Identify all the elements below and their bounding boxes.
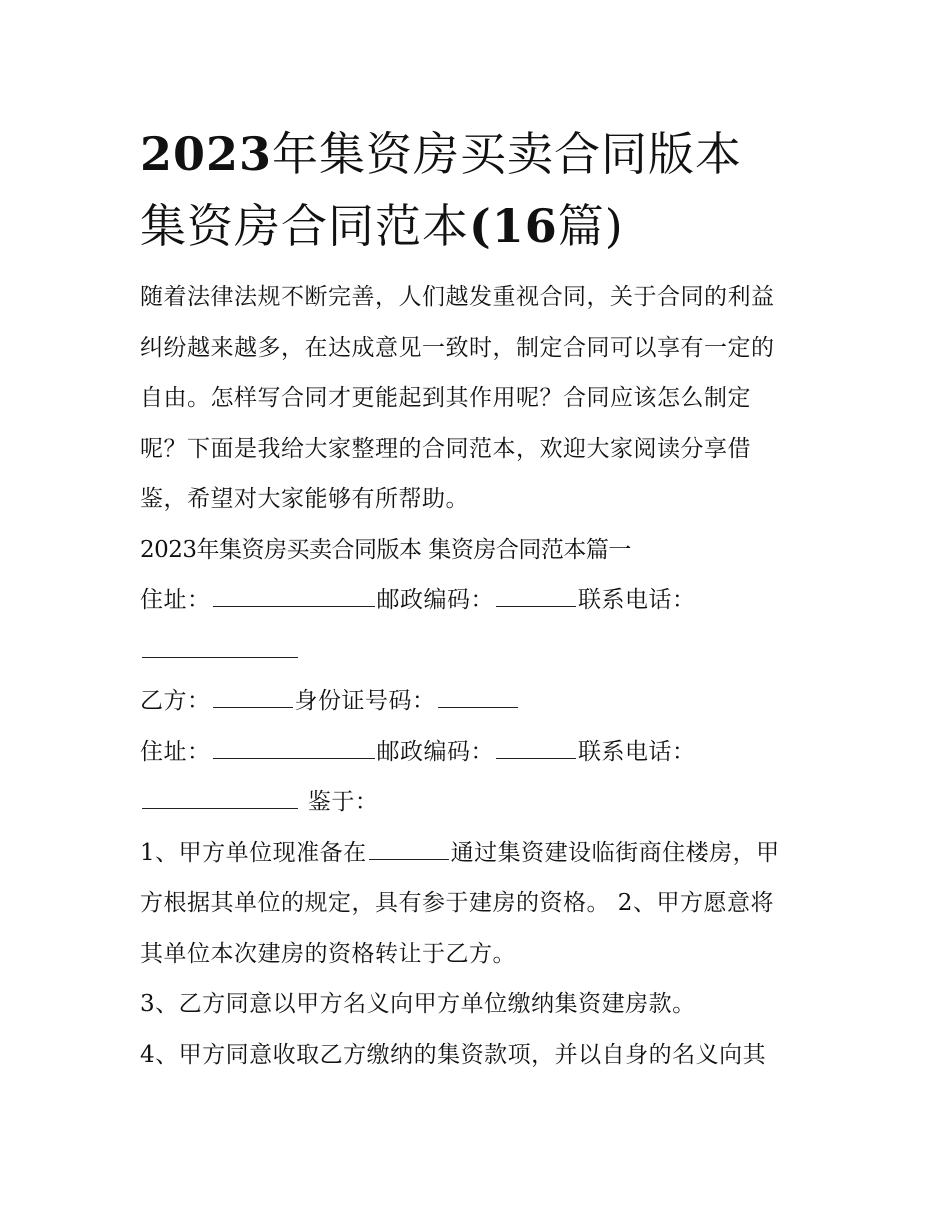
postal-label: 邮政编码： <box>376 587 494 613</box>
intro-line: 呢？下面是我给大家整理的合同范本，欢迎大家阅读分享借 <box>140 435 751 462</box>
title-line-2 <box>140 190 820 262</box>
title-text-1: 年集资房买卖合同版本 <box>272 127 743 181</box>
phone-label: 联系电话： <box>578 738 696 765</box>
document-title <box>140 118 820 262</box>
title-line-1 <box>140 118 820 190</box>
intro-paragraph <box>140 272 820 525</box>
clause-1-line-3: 其单位本次建房的资格转让于乙方。 <box>140 940 516 967</box>
phone-blank <box>142 635 298 658</box>
title-text-2b: 篇) <box>557 199 624 253</box>
whereas-label: 鉴于： <box>307 789 379 815</box>
section-heading: 2023年集资房买卖合同版本 集资房合同范本篇一 <box>140 536 631 563</box>
postal-blank <box>496 584 576 607</box>
address-label: 住址： <box>140 738 211 765</box>
location-blank <box>369 837 449 860</box>
address-label: 住址： <box>140 587 211 613</box>
intro-line: 纠纷越来越多，在达成意见一致时，制定合同可以享有一定的 <box>140 334 775 361</box>
document-content <box>140 118 820 1080</box>
intro-line: 自由。怎样写合同才更能起到其作用呢？合同应该怎么制定 <box>140 385 751 411</box>
id-blank <box>438 685 518 708</box>
phone-label: 联系电话： <box>578 587 696 613</box>
clause-1-line-1 <box>140 828 820 879</box>
clause-3: 3、乙方同意以甲方名义向甲方单位缴纳集资建房款。 <box>140 991 696 1017</box>
clause-1-text-a: 1、甲方单位现准备在 <box>140 839 367 866</box>
clause-4: 4、甲方同意收取乙方缴纳的集资款项，并以自身的名义向其 <box>140 1041 767 1068</box>
title-count: (16 <box>469 199 558 253</box>
phone-blank <box>142 786 298 809</box>
party-b-phone-row <box>140 777 820 828</box>
title-year: 2023 <box>140 127 273 181</box>
party-b-address-row <box>140 727 820 778</box>
address-blank <box>213 584 375 607</box>
postal-label: 邮政编码： <box>376 738 494 765</box>
title-text-2a: 集资房合同范本 <box>140 199 469 253</box>
party-b-blank <box>213 685 293 708</box>
intro-line: 鉴，希望对大家能够有所帮助。 <box>140 486 469 512</box>
party-b-row <box>140 676 820 727</box>
intro-line: 随着法律法规不断完善，人们越发重视合同，关于合同的利益 <box>140 284 775 310</box>
party-a-address-row <box>140 575 820 626</box>
id-label: 身份证号码： <box>294 688 436 714</box>
clause-1-text-b: 通过集资建设临街商住楼房，甲 <box>450 839 780 866</box>
party-a-phone-row <box>140 626 820 677</box>
party-b-label: 乙方： <box>140 688 211 714</box>
address-blank <box>213 736 375 759</box>
clause-1-line-2: 方根据其单位的规定，具有参于建房的资格。 2、甲方愿意将 <box>140 890 774 916</box>
postal-blank <box>496 736 576 759</box>
